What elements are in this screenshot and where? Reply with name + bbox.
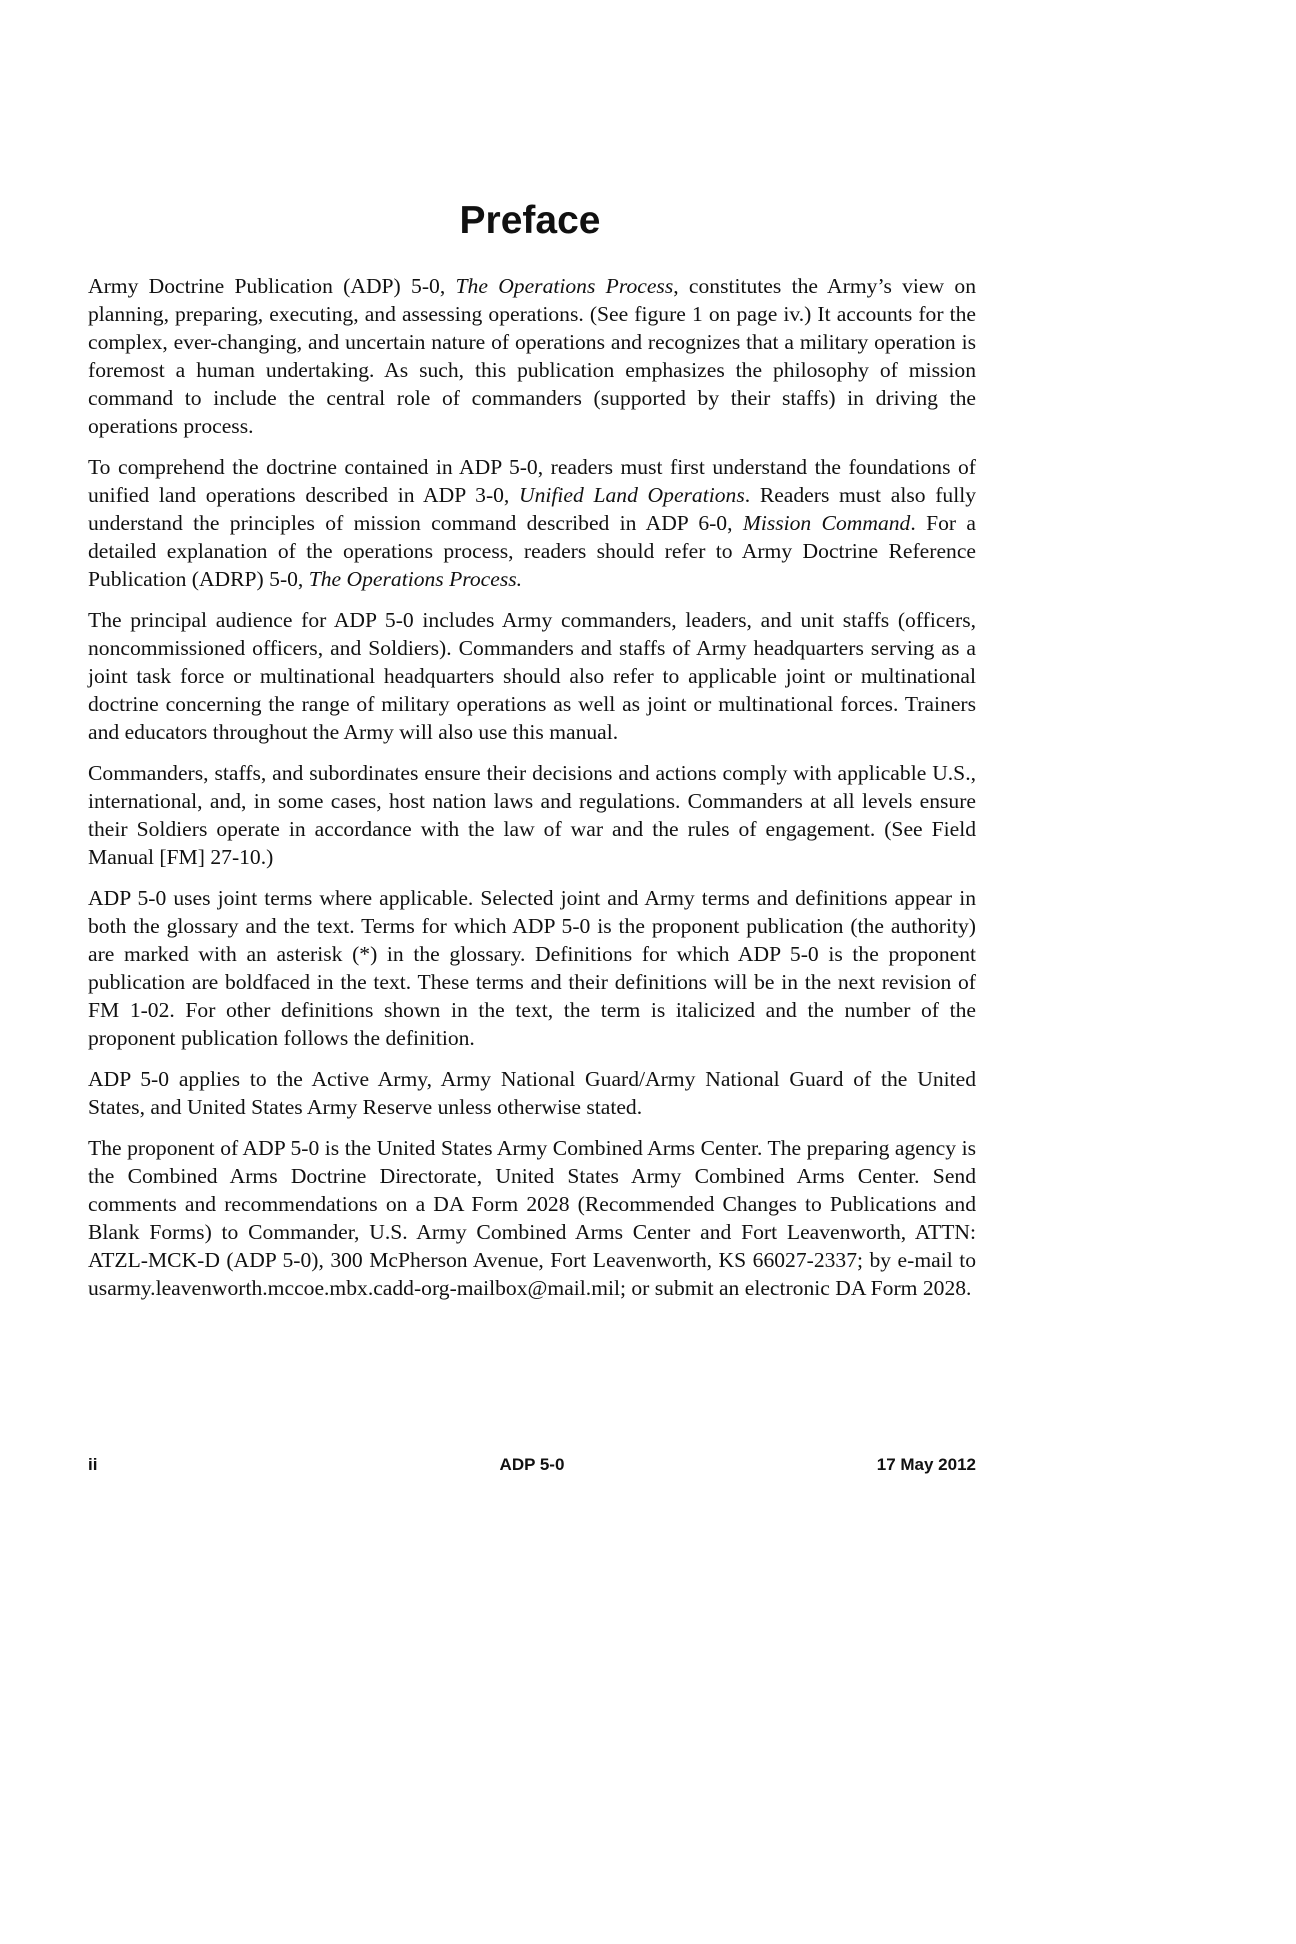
paragraph-text: , constitutes the Army’s view on planning, preparing, executing, and assessing operations. (See figure 1 on page iv.) It accounts for the complex, ever-changing, and uncertain nature of operations and recognizes that a military operation is foremost a human undertaking. As such, this publication emphasizes the philosophy of mission command to include the central role of commanders (supported by their staffs) in driving the operations process. [88, 274, 976, 438]
italic-title-text: The Operations Process. [308, 567, 523, 591]
page-title: Preface [459, 199, 601, 242]
paragraph-text: . Readers must also fully understand the principles of mission command described in ADP 6-0, [88, 483, 976, 535]
italic-title-text: The Operations Process [455, 274, 674, 298]
paragraph-text: ADP 5-0 uses joint terms where applicable. Selected joint and Army terms and definitions appear in both the glossary and the text. Terms for which ADP 5-0 is the proponent publication (the authority) are marked with an asterisk (*) in the glossary. Definitions for which ADP 5-0 is the proponent publication are boldfaced in the text. These terms and their definitions will be in the next revision of FM 1-02. For other definitions shown in the text, the term is italicized and the number of the proponent publication follows the definition. [88, 886, 976, 1050]
paragraph-text: ADP 5-0 applies to the Active Army, Army National Guard/Army National Guard of the United States, and United States Army Reserve unless otherwise stated. [88, 1067, 976, 1119]
paragraph-text: The proponent of ADP 5-0 is the United States Army Combined Arms Center. The preparing agency is the Combined Arms Doctrine Directorate, United States Army Combined Arms Center. Send comments and recommendations on a DA Form 2028 (Recommended Changes to Publications and Blank Forms) to Commander, U.S. Army Combined Arms Center and Fort Leavenworth, ATTN: ATZL-MCK-D (ADP 5-0), 300 McPherson Avenue, Fort Leavenworth, KS 66027-2337; by e-mail to usarmy.leavenworth.mccoe.mbx.cadd-org-mailbox@mail.mil; or submit an electronic DA Form 2028. [88, 1136, 976, 1300]
paragraph [88, 1065, 976, 1121]
page-footer [88, 1453, 976, 1477]
footer-publication: ADP 5-0 [499, 1455, 565, 1474]
paragraph-text: Commanders, staffs, and subordinates ensure their decisions and actions comply with applicable U.S., international, and, in some cases, host nation laws and regulations. Commanders at all levels ensure their Soldiers operate in accordance with the law of war and the rules of engagement. (See Field Manual [FM] 27-10.) [88, 761, 976, 869]
paragraph-text: . For a detailed explanation of the operations process, readers should refer to Army Doctrine Reference Publication (ADRP) 5-0, [88, 511, 976, 591]
paragraph [88, 272, 976, 440]
paragraph-text: To comprehend the doctrine contained in ADP 5-0, readers must first understand the foundations of unified land operations described in ADP 3-0, [88, 455, 976, 507]
italic-title-text: Unified Land Operations [519, 483, 745, 507]
footer-date: 17 May 2012 [876, 1455, 976, 1474]
paragraph [88, 606, 976, 746]
paragraph [88, 884, 976, 1052]
paragraph-text: The principal audience for ADP 5-0 includes Army commanders, leaders, and unit staffs (officers, noncommissioned officers, and Soldiers). Commanders and staffs of Army headquarters serving as a joint task force or multinational headquarters should also refer to applicable joint or multinational doctrine concerning the range of military operations as well as joint or multinational forces. Trainers and educators throughout the Army will also use this manual. [88, 608, 976, 744]
paragraph [88, 453, 976, 593]
paragraph [88, 759, 976, 871]
italic-title-text: Mission Command [742, 511, 911, 535]
preface-body [88, 272, 976, 1315]
paragraph-text: Army Doctrine Publication (ADP) 5-0, [88, 274, 456, 298]
footer-page-number: ii [88, 1455, 98, 1474]
paragraph [88, 1134, 976, 1302]
